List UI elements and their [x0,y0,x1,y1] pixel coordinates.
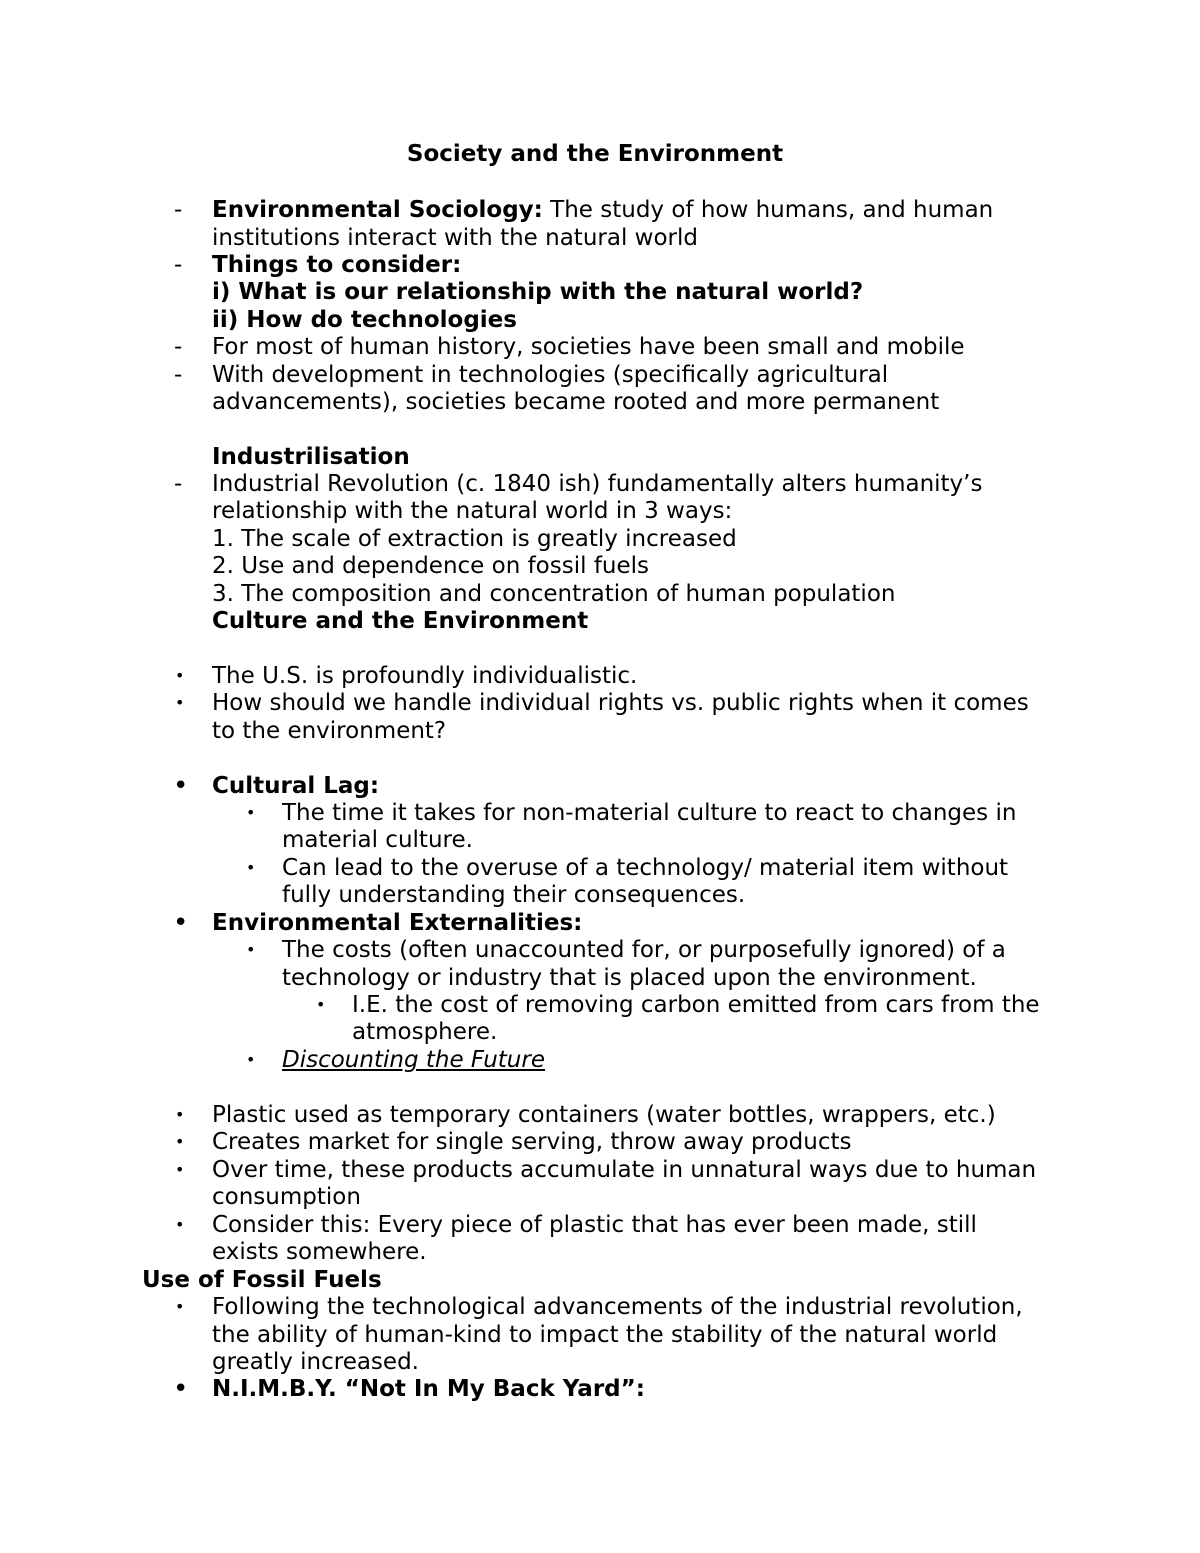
dash-marker: - [174,197,183,223]
bullet-marker: • [173,1374,189,1404]
bullet-marker: • [173,908,189,938]
document-page: Society and the Environment - Environmental Sociology: The study of how humans, and human institutions interact with the natural world - Things to consider: i) What is our relationship with the natural world? ii) How do technologies - For most of human history, societies have been small and mobile - With development in technologies (specifically agricultural advancements), societies became rooted and more permanent Industrilisation - Industrial Revolution (c. 1840 ish) fundamentally alters humanity’s relationship with the natural world in 3 ways: 1. The scale of extraction is greatly increased 2. Use and dependence on fossil fuels 3. The composition and concentration of human population Culture and the Environment • The U.S. is profoundly individualistic. • How should we handle individual rights vs. public rights when it comes to the environment? • Cultural Lag: • The time it takes for non-material culture to react to changes in material culture. • Can lead to the overuse of a technology/ material item without fully understanding their consequences. • Environmental Externalities: • The costs (often unaccounted for, or purposefully ignored) of a technology or industry that is placed upon the environment. • I.E. the cost of removing carbon emitted from cars from the atmosphere. • Discounting the Future • Plastic used as temporary containers (water bottles, wrappers, etc.) • Creates market for single serving, throw away products • Over time, these products accumulate in unnatural ways due to human consumption • Consider this: Every piece of plastic that has ever been made, still exists somewhere. Use of Fossil Fuels • Following the technological advancements of the industrial revolution, the ability of human-kind to impact the stability of the natural world greatly increased. • N.I.M.B.Y. “Not In My Back Yard”: [0,0,1200,1553]
dash-marker: - [174,362,183,388]
bullet-marker: • [175,693,185,712]
bullet-marker: • [175,1215,185,1234]
dash-marker: - [174,471,183,497]
bullet-marker: • [246,1050,256,1069]
bullet-marker: • [246,940,256,959]
bullet-marker: • [173,771,189,801]
bullet-marker: • [175,1160,185,1179]
bullet-marker: • [175,1132,185,1151]
term-nimby: N.I.M.B.Y. “Not In My Back Yard”: [212,1376,645,1402]
bullet-marker: • [175,1297,185,1316]
discounting-the-future-text: Discounting the Future [282,1047,545,1073]
term-cultural-lag: Cultural Lag: [212,773,380,799]
dash-marker: - [174,252,183,278]
bullet-marker: • [246,858,256,877]
bullet-marker: • [175,666,185,685]
things-to-consider-heading: Things to consider: [212,252,462,278]
term-environmental-sociology: Environmental Sociology: [212,197,543,223]
definition-text: The study of how humans, and human [542,197,994,223]
dash-marker: - [174,334,183,360]
bullet-marker: • [316,995,326,1014]
term-environmental-externalities: Environmental Externalities: [212,910,583,936]
page-title: Society and the Environment [406,141,784,167]
bullet-marker: • [175,1105,185,1124]
bullet-marker: • [246,803,256,822]
